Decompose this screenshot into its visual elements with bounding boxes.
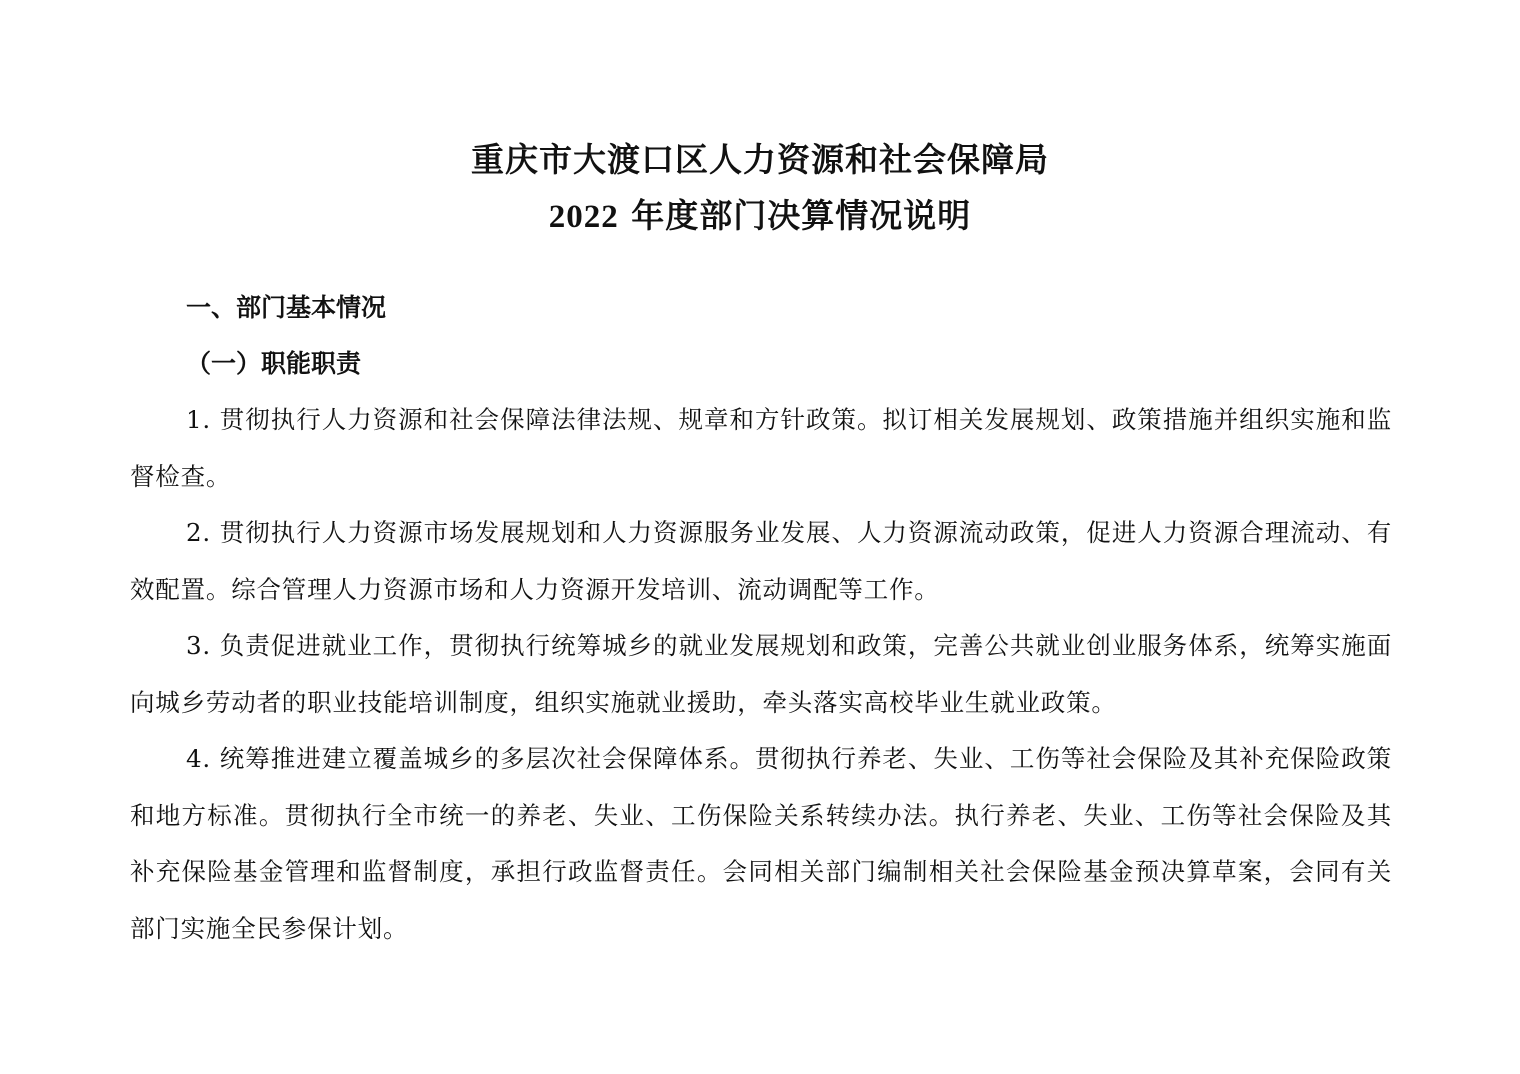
paragraph-1: 1. 贯彻执行人力资源和社会保障法律法规、规章和方针政策。拟订相关发展规划、政策措施并组织实施和监督检查。 (130, 405, 1392, 491)
title-year: 2022 (548, 199, 619, 235)
title-line-1: 重庆市大渡口区人力资源和社会保障局 (471, 140, 1049, 179)
document-title (0, 132, 1520, 245)
subsection-heading: （一）职能职责 (186, 349, 362, 378)
paragraph-2: 2. 贯彻执行人力资源市场发展规划和人力资源服务业发展、人力资源流动政策，促进人力资源合理流动、有效配置。综合管理人力资源市场和人力资源开发培训、流动调配等工作。 (130, 518, 1392, 604)
title-line-2 (0, 188, 1520, 245)
title-line-2-text: 年度部门决算情况说明 (618, 196, 972, 235)
paragraph-3: 3. 负责促进就业工作，贯彻执行统筹城乡的就业发展规划和政策，完善公共就业创业服务体系，统筹实施面向城乡劳动者的职业技能培训制度，组织实施就业援助，牵头落实高校毕业生就业政策。 (130, 631, 1392, 717)
document-body (130, 280, 1392, 957)
section-heading: 一、部门基本情况 (186, 293, 387, 322)
paragraph-4: 4. 统筹推进建立覆盖城乡的多层次社会保障体系。贯彻执行养老、失业、工伤等社会保险及其补充保险政策和地方标准。贯彻执行全市统一的养老、失业、工伤保险关系转续办法。执行养老、失业、工伤等社会保险及其补充保险基金管理和监督制度，承担行政监督责任。会同相关部门编制相关社会保险基金预决算草案，会同有关部门实施全民参保计划。 (130, 744, 1392, 943)
